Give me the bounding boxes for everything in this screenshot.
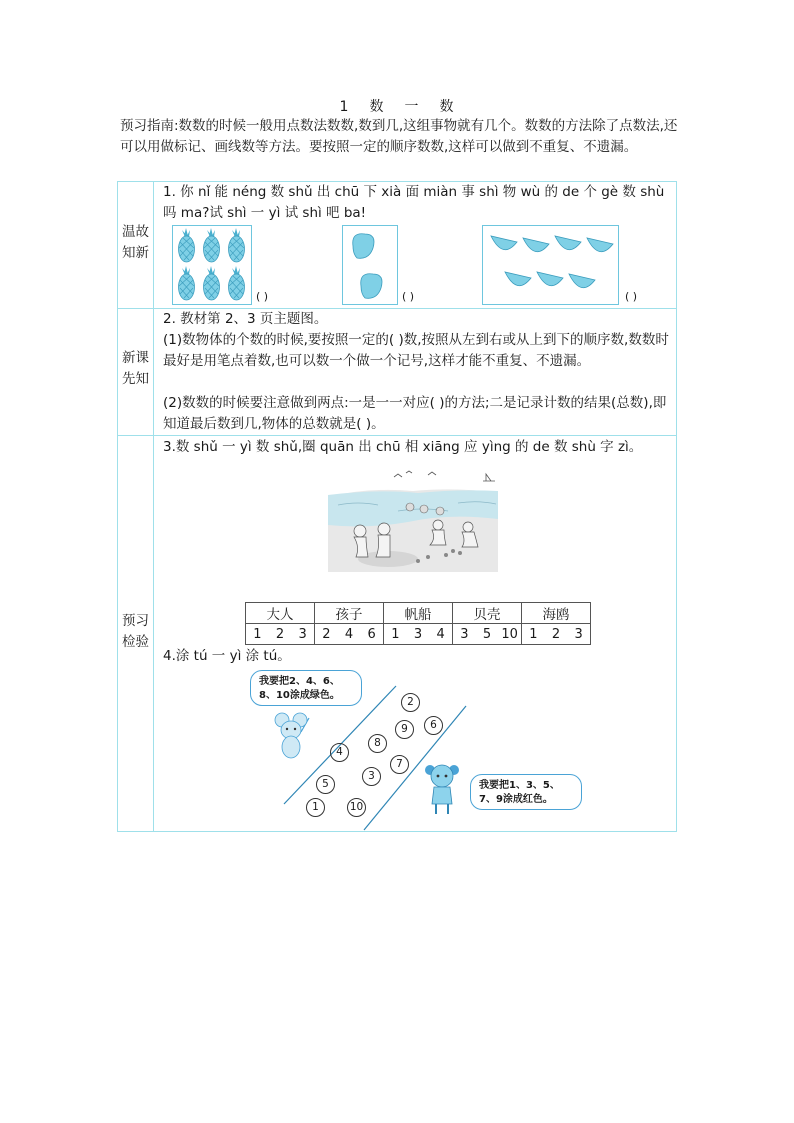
intro-text: 预习指南:数数的时候一般用点数法数数,数到几,这组事物就有几个。数数的方法除了点数法,还可以用做标记、画线数等方法。要按照一定的顺序数数,这样可以做到不重复、不遗漏。 — [120, 118, 678, 155]
question-1-text: 1. 你 nǐ 能 néng 数 shǔ 出 chū 下 xià 面 miàn 事 shì 物 wù 的 de 个 gè 数 shù 吗 ma?试 shì 一 yì 试 shì 吧 ba! — [163, 184, 665, 221]
num-option[interactable]: 5 — [476, 624, 499, 645]
number-circle[interactable]: 8 — [368, 734, 387, 753]
number-circle[interactable]: 3 — [362, 767, 381, 786]
section-label-preview: 新课 先知 — [122, 350, 149, 387]
num-option[interactable]: 3 — [567, 624, 590, 645]
section-label-review: 温故 知新 — [122, 224, 149, 261]
question-2-part-2: (2)数数的时候要注意做到两点:一是一一对应( )的方法;二是记录计数的结果(总数),即知道最后数到几,物体的总数就是( )。 — [163, 395, 667, 432]
page-title: 1 数 一 数 — [339, 99, 455, 115]
answer-paren-1[interactable]: ( ) — [256, 290, 269, 303]
beach-scene-illustration — [328, 467, 498, 572]
number-circle[interactable]: 9 — [395, 720, 414, 739]
num-option[interactable]: 3 — [407, 624, 430, 645]
number-circle[interactable]: 7 — [390, 755, 409, 774]
number-circle[interactable]: 1 — [306, 798, 325, 817]
answer-paren-3[interactable]: ( ) — [625, 290, 638, 303]
answer-paren-2[interactable]: ( ) — [402, 290, 415, 303]
number-circle[interactable]: 6 — [424, 716, 443, 735]
table-header-sailboats: 帆船 — [384, 603, 453, 624]
peach-picture — [342, 225, 398, 305]
question-3-text: 3.数 shǔ 一 yì 数 shǔ,圈 quān 出 chū 相 xiāng 应 yìng 的 de 数 shù 字 zì。 — [163, 439, 643, 455]
num-option[interactable]: 10 — [498, 624, 521, 645]
num-option[interactable]: 3 — [291, 624, 314, 645]
table-header-children: 孩子 — [315, 603, 384, 624]
section-label-check: 预习 检验 — [122, 613, 149, 650]
speech-bubble-left: 我要把2、4、6、8、10涂成绿色。 — [250, 670, 362, 706]
table-header-seagulls: 海鸥 — [522, 603, 591, 624]
number-circle[interactable]: 2 — [401, 693, 420, 712]
num-option[interactable]: 4 — [429, 624, 452, 645]
worksheet-table — [117, 181, 677, 832]
num-option[interactable]: 1 — [384, 624, 407, 645]
number-circle[interactable]: 10 — [347, 798, 366, 817]
table-header-adults: 大人 — [246, 603, 315, 624]
speech-bubble-right: 我要把1、3、5、7、9涂成红色。 — [470, 774, 582, 810]
watermelon-slice-picture — [482, 225, 619, 305]
number-circle[interactable]: 4 — [330, 743, 349, 762]
count-answer-table — [245, 602, 591, 645]
table-header-shells: 贝壳 — [453, 603, 522, 624]
num-option[interactable]: 2 — [315, 624, 338, 645]
num-option[interactable]: 6 — [360, 624, 383, 645]
num-option[interactable]: 2 — [269, 624, 292, 645]
num-option[interactable]: 1 — [522, 624, 545, 645]
num-option[interactable]: 3 — [453, 624, 476, 645]
num-option[interactable]: 2 — [545, 624, 568, 645]
question-2-title: 2. 教材第 2、3 页主题图。 — [163, 311, 328, 327]
num-option[interactable]: 4 — [338, 624, 361, 645]
number-circle[interactable]: 5 — [316, 775, 335, 794]
question-2-part-1: (1)数物体的个数的时候,要按照一定的( )数,按照从左到右或从上到下的顺序数,数数时最好是用笔点着数,也可以数一个做一个记号,这样才能不重复、不遗漏。 — [163, 332, 669, 369]
question-4-text: 4.涂 tú 一 yì 涂 tú。 — [163, 648, 291, 664]
pineapple-picture — [172, 225, 252, 305]
num-option[interactable]: 1 — [246, 624, 269, 645]
